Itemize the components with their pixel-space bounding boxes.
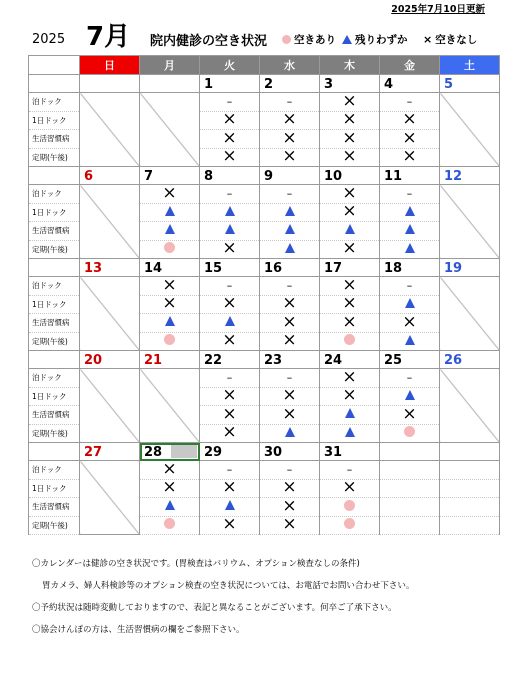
day-number[interactable]: 7 xyxy=(140,167,200,185)
closed-dash-mark[interactable] xyxy=(320,461,380,480)
few-left-triangle-mark[interactable] xyxy=(140,222,200,241)
full-x-mark[interactable] xyxy=(200,387,260,406)
few-left-triangle-mark[interactable] xyxy=(380,240,440,259)
closed-dash-mark[interactable] xyxy=(260,369,320,388)
exam-type-label: 泊ドック xyxy=(29,185,80,204)
day-number[interactable]: 23 xyxy=(260,351,320,369)
few-left-triangle-mark[interactable] xyxy=(260,203,320,222)
full-x-mark[interactable] xyxy=(380,148,440,167)
few-left-triangle-mark[interactable] xyxy=(380,295,440,314)
full-x-mark[interactable] xyxy=(320,185,380,204)
day-number[interactable]: 3 xyxy=(320,75,380,93)
day-number[interactable]: 29 xyxy=(200,443,260,461)
available-circle-mark[interactable] xyxy=(320,498,380,517)
day-number[interactable]: 9 xyxy=(260,167,320,185)
exam-type-label: 1日ドック xyxy=(29,203,80,222)
few-left-triangle-mark[interactable] xyxy=(140,498,200,517)
few-left-triangle-mark[interactable] xyxy=(320,222,380,241)
full-x-mark[interactable] xyxy=(320,148,380,167)
day-number[interactable]: 5 xyxy=(440,75,500,93)
exam-type-label: 定期(午後) xyxy=(29,424,80,443)
exam-type-label: 定期(午後) xyxy=(29,516,80,535)
full-x-mark[interactable] xyxy=(200,111,260,130)
full-x-mark[interactable] xyxy=(320,277,380,296)
day-number[interactable] xyxy=(440,443,500,461)
note-3: 〇予約状況は随時変動しておりますので、表記と異なることがございます。何卒ご了承下さい。 xyxy=(32,603,397,613)
full-x-mark[interactable] xyxy=(260,148,320,167)
closed-day-cell xyxy=(80,369,140,443)
exam-type-label: 泊ドック xyxy=(29,369,80,388)
full-x-mark[interactable] xyxy=(320,314,380,333)
day-number[interactable]: 27 xyxy=(80,443,140,461)
weekday-mon: 月 xyxy=(140,56,200,75)
few-left-triangle-mark[interactable] xyxy=(380,387,440,406)
few-left-triangle-mark[interactable] xyxy=(200,222,260,241)
closed-dash-mark[interactable] xyxy=(380,369,440,388)
weekday-wed: 水 xyxy=(260,56,320,75)
full-x-mark[interactable] xyxy=(320,387,380,406)
closed-dash-mark[interactable] xyxy=(380,185,440,204)
few-left-triangle-mark[interactable] xyxy=(380,222,440,241)
day-number[interactable]: 4 xyxy=(380,75,440,93)
exam-type-label: 定期(午後) xyxy=(29,148,80,167)
page-title: 院内健診の空き状況 xyxy=(150,34,268,49)
available-circle-mark[interactable] xyxy=(320,516,380,535)
day-number[interactable]: 17 xyxy=(320,259,380,277)
closed-dash-mark[interactable] xyxy=(380,277,440,296)
closed-dash-mark[interactable] xyxy=(260,461,320,480)
empty-slot xyxy=(440,461,500,480)
day-number[interactable] xyxy=(140,75,200,93)
empty-slot xyxy=(380,516,440,535)
exam-type-label: 生活習慣病 xyxy=(29,314,80,333)
full-x-mark[interactable] xyxy=(320,111,380,130)
full-x-mark[interactable] xyxy=(380,111,440,130)
day-number[interactable]: 31 xyxy=(320,443,380,461)
full-x-mark[interactable] xyxy=(260,498,320,517)
closed-dash-mark[interactable] xyxy=(200,461,260,480)
closed-dash-mark[interactable] xyxy=(380,93,440,112)
full-x-mark[interactable] xyxy=(320,203,380,222)
full-x-mark[interactable] xyxy=(260,406,320,425)
weekday-sat: 土 xyxy=(440,56,500,75)
day-number[interactable]: 24 xyxy=(320,351,380,369)
exam-type-label: 定期(午後) xyxy=(29,240,80,259)
full-x-mark[interactable] xyxy=(140,461,200,480)
full-x-mark[interactable] xyxy=(140,295,200,314)
available-circle-mark[interactable] xyxy=(140,240,200,259)
full-x-mark[interactable] xyxy=(140,185,200,204)
day-number[interactable]: 26 xyxy=(440,351,500,369)
closed-dash-mark[interactable] xyxy=(200,185,260,204)
exam-type-label: 生活習慣病 xyxy=(29,406,80,425)
full-x-mark[interactable] xyxy=(260,387,320,406)
exam-type-label: 1日ドック xyxy=(29,111,80,130)
closed-dash-mark[interactable] xyxy=(200,369,260,388)
full-x-mark[interactable] xyxy=(320,369,380,388)
exam-type-label: 1日ドック xyxy=(29,387,80,406)
closed-day-cell xyxy=(440,185,500,259)
weekday-fri: 金 xyxy=(380,56,440,75)
full-x-mark[interactable] xyxy=(260,479,320,498)
day-number[interactable]: 18 xyxy=(380,259,440,277)
exam-type-label: 1日ドック xyxy=(29,479,80,498)
day-number[interactable]: 11 xyxy=(380,167,440,185)
year-label: 2025 xyxy=(32,32,66,47)
few-left-triangle-mark[interactable] xyxy=(260,222,320,241)
exam-type-label: 定期(午後) xyxy=(29,332,80,351)
closed-day-cell xyxy=(440,369,500,443)
few-left-triangle-mark[interactable] xyxy=(380,332,440,351)
updated-date: 2025年7月10日更新 xyxy=(391,4,485,15)
availability-calendar xyxy=(28,55,500,535)
note-4: 〇協会けんぽの方は、生活習慣病の欄をご参照下さい。 xyxy=(32,625,245,635)
closed-day-cell xyxy=(80,185,140,259)
closed-day-cell xyxy=(440,93,500,167)
closed-dash-mark[interactable] xyxy=(260,277,320,296)
day-number[interactable]: 6 xyxy=(80,167,140,185)
day-number[interactable]: 1 xyxy=(200,75,260,93)
week-header-blank xyxy=(29,75,80,93)
full-x-mark[interactable] xyxy=(320,93,380,112)
day-number[interactable]: 30 xyxy=(260,443,320,461)
full-x-mark[interactable] xyxy=(380,406,440,425)
closed-day-cell xyxy=(140,369,200,443)
closed-dash-mark[interactable] xyxy=(260,93,320,112)
available-circle-mark[interactable] xyxy=(140,332,200,351)
full-x-mark[interactable] xyxy=(200,479,260,498)
closed-dash-mark[interactable] xyxy=(260,185,320,204)
full-x-mark[interactable] xyxy=(140,479,200,498)
exam-type-label: 泊ドック xyxy=(29,277,80,296)
day-number[interactable]: 12 xyxy=(440,167,500,185)
day-number[interactable]: 16 xyxy=(260,259,320,277)
full-x-mark[interactable] xyxy=(380,130,440,149)
empty-slot xyxy=(440,498,500,517)
note-1: 〇カレンダーは健診の空き状況です。(胃検査はバリウム、オプション検査なしの条件) xyxy=(32,559,360,569)
closed-day-cell xyxy=(440,277,500,351)
exam-type-label: 生活習慣病 xyxy=(29,498,80,517)
available-circle-mark[interactable] xyxy=(140,516,200,535)
empty-slot xyxy=(380,498,440,517)
legend-few-left: 残りわずか xyxy=(342,32,408,47)
full-x-mark[interactable] xyxy=(260,111,320,130)
full-x-mark[interactable] xyxy=(260,516,320,535)
few-left-triangle-mark[interactable] xyxy=(200,203,260,222)
full-x-mark[interactable] xyxy=(260,295,320,314)
triangle-icon xyxy=(342,35,352,44)
full-x-mark[interactable] xyxy=(200,130,260,149)
exam-type-label: 生活習慣病 xyxy=(29,130,80,149)
day-number[interactable]: 8 xyxy=(200,167,260,185)
note-2: 胃カメラ、婦人科検診等のオプション検査の空き状況については、お電話でお問い合わせ下さい。 xyxy=(42,581,415,591)
circle-icon xyxy=(282,35,291,44)
full-x-mark[interactable] xyxy=(260,332,320,351)
day-number[interactable]: 15 xyxy=(200,259,260,277)
full-x-mark[interactable] xyxy=(200,516,260,535)
full-x-mark[interactable] xyxy=(200,424,260,443)
weekday-tue: 火 xyxy=(200,56,260,75)
day-number[interactable]: 21 xyxy=(140,351,200,369)
full-x-mark[interactable] xyxy=(200,332,260,351)
day-number[interactable]: 22 xyxy=(200,351,260,369)
available-circle-mark[interactable] xyxy=(380,424,440,443)
day-number[interactable]: 14 xyxy=(140,259,200,277)
legend-available: 空きあり xyxy=(282,32,336,47)
exam-type-label: 1日ドック xyxy=(29,295,80,314)
empty-slot xyxy=(380,461,440,480)
few-left-triangle-mark[interactable] xyxy=(140,203,200,222)
few-left-triangle-mark[interactable] xyxy=(260,424,320,443)
day-number[interactable]: 2 xyxy=(260,75,320,93)
closed-dash-mark[interactable] xyxy=(200,93,260,112)
full-x-mark[interactable] xyxy=(200,406,260,425)
day-number[interactable]: 13 xyxy=(80,259,140,277)
full-x-mark[interactable] xyxy=(320,295,380,314)
exam-type-label: 泊ドック xyxy=(29,93,80,112)
day-number[interactable] xyxy=(80,75,140,93)
few-left-triangle-mark[interactable] xyxy=(320,424,380,443)
week-header-blank xyxy=(29,351,80,369)
empty-slot xyxy=(440,479,500,498)
closed-day-cell xyxy=(80,277,140,351)
full-x-mark[interactable] xyxy=(380,314,440,333)
corner-cell xyxy=(29,56,80,75)
day-number[interactable]: 25 xyxy=(380,351,440,369)
few-left-triangle-mark[interactable] xyxy=(260,240,320,259)
closed-day-cell xyxy=(80,461,140,535)
day-number[interactable]: 28 xyxy=(140,443,200,461)
few-left-triangle-mark[interactable] xyxy=(200,498,260,517)
week-header-blank xyxy=(29,167,80,185)
day-number[interactable]: 10 xyxy=(320,167,380,185)
full-x-mark[interactable] xyxy=(260,130,320,149)
notes xyxy=(32,553,414,641)
full-x-mark[interactable] xyxy=(200,295,260,314)
full-x-mark[interactable] xyxy=(320,130,380,149)
legend-full: × 空きなし xyxy=(423,33,478,46)
week-header-blank xyxy=(29,443,80,461)
day-number[interactable]: 19 xyxy=(440,259,500,277)
exam-type-label: 泊ドック xyxy=(29,461,80,480)
full-x-mark[interactable] xyxy=(320,240,380,259)
closed-day-cell xyxy=(140,93,200,167)
empty-slot xyxy=(380,479,440,498)
day-number[interactable]: 20 xyxy=(80,351,140,369)
weekday-sun: 日 xyxy=(80,56,140,75)
full-x-mark[interactable] xyxy=(320,479,380,498)
month-label: 7月 xyxy=(86,22,131,52)
selection-highlight xyxy=(171,445,197,458)
full-x-mark[interactable] xyxy=(260,314,320,333)
exam-type-label: 生活習慣病 xyxy=(29,222,80,241)
full-x-mark[interactable] xyxy=(200,240,260,259)
full-x-mark[interactable] xyxy=(140,277,200,296)
few-left-triangle-mark[interactable] xyxy=(140,314,200,333)
week-header-blank xyxy=(29,259,80,277)
available-circle-mark[interactable] xyxy=(320,332,380,351)
few-left-triangle-mark[interactable] xyxy=(380,203,440,222)
full-x-mark[interactable] xyxy=(200,148,260,167)
closed-dash-mark[interactable] xyxy=(200,277,260,296)
closed-day-cell xyxy=(80,93,140,167)
few-left-triangle-mark[interactable] xyxy=(320,406,380,425)
day-number[interactable] xyxy=(380,443,440,461)
cross-icon: × xyxy=(423,33,433,46)
few-left-triangle-mark[interactable] xyxy=(200,314,260,333)
weekday-thu: 木 xyxy=(320,56,380,75)
empty-slot xyxy=(440,516,500,535)
calendar-header xyxy=(30,18,500,52)
